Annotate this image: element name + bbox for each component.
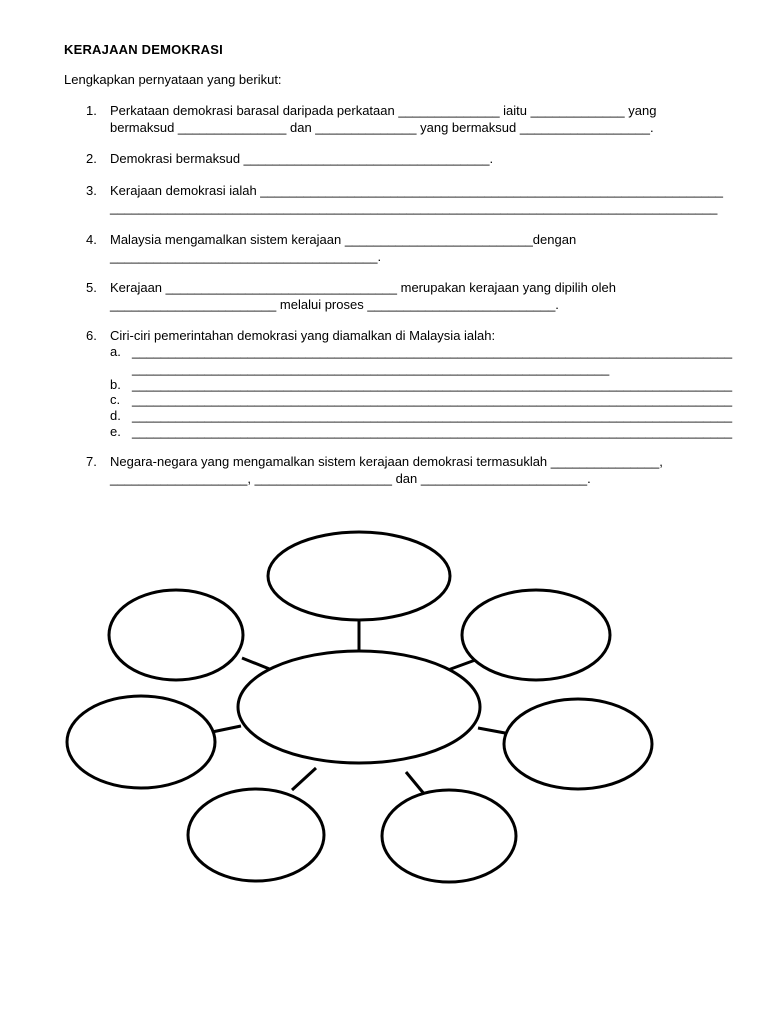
answer-line[interactable]: ___________________________________________________________________________________ bbox=[132, 424, 733, 439]
item-label: a. bbox=[110, 344, 121, 359]
connector-left bbox=[212, 726, 241, 732]
item-label: e. bbox=[110, 424, 121, 439]
bubble-right[interactable] bbox=[504, 699, 652, 789]
bubble-lower-right[interactable] bbox=[382, 790, 516, 882]
answer-item-e[interactable] bbox=[110, 424, 732, 439]
connector-upper-left bbox=[242, 658, 272, 670]
bubble-top[interactable] bbox=[268, 532, 450, 620]
question-number: 1. bbox=[86, 103, 97, 118]
bubble-lower-left[interactable] bbox=[188, 789, 324, 881]
question-text-line[interactable]: Demokrasi bermaksud __________________________________. bbox=[110, 151, 494, 166]
connector-lower-left bbox=[292, 768, 316, 790]
answer-item-b[interactable] bbox=[110, 377, 732, 392]
question-text-line[interactable]: ____________________________________________________________________________________ bbox=[110, 200, 718, 215]
item-label: c. bbox=[110, 392, 121, 407]
bubble-map-diagram bbox=[0, 520, 768, 900]
bubble-upper-left[interactable] bbox=[109, 590, 243, 680]
question-number: 6. bbox=[86, 328, 97, 343]
question-number: 5. bbox=[86, 280, 97, 295]
question-text-line[interactable]: Negara-negara yang mengamalkan sistem kerajaan demokrasi termasuklah _______________, bbox=[110, 454, 663, 469]
answer-item-a[interactable] bbox=[110, 344, 732, 359]
question-number: 2. bbox=[86, 151, 97, 166]
question-text-line[interactable]: Malaysia mengamalkan sistem kerajaan __________________________dengan bbox=[110, 232, 577, 247]
question-text-line[interactable]: ___________________, ___________________ dan _______________________. bbox=[110, 471, 591, 486]
question-text-line[interactable]: Kerajaan demokrasi ialah ________________________________________________________________ bbox=[110, 183, 724, 198]
question-number: 7. bbox=[86, 454, 97, 469]
question-number: 4. bbox=[86, 232, 97, 247]
page-title: KERAJAAN DEMOKRASI bbox=[64, 42, 223, 57]
item-label: b. bbox=[110, 377, 121, 392]
answer-line[interactable]: ___________________________________________________________________________________ bbox=[132, 377, 733, 392]
question-text-line[interactable]: Kerajaan ________________________________ merupakan kerajaan yang dipilih oleh bbox=[110, 280, 616, 295]
answer-line[interactable]: ___________________________________________________________________________________ bbox=[132, 408, 733, 423]
question-number: 3. bbox=[86, 183, 97, 198]
question-text-line: Ciri-ciri pemerintahan demokrasi yang diamalkan di Malaysia ialah: bbox=[110, 328, 496, 343]
question-text-line[interactable]: Perkataan demokrasi barasal daripada perkataan ______________ iaitu _____________ yang bbox=[110, 103, 657, 118]
connector-right bbox=[478, 728, 505, 733]
answer-line[interactable]: ___________________________________________________________________________________ bbox=[132, 344, 733, 359]
bubble-left[interactable] bbox=[67, 696, 215, 788]
answer-line[interactable]: __________________________________________________________________ bbox=[132, 361, 610, 376]
connector-lower-right bbox=[406, 772, 425, 795]
bubble-upper-right[interactable] bbox=[462, 590, 610, 680]
item-label: d. bbox=[110, 408, 121, 423]
center-bubble[interactable] bbox=[238, 651, 480, 763]
question-text-line[interactable]: bermaksud _______________ dan ______________ yang bermaksud __________________. bbox=[110, 120, 654, 135]
answer-item-c[interactable] bbox=[110, 392, 732, 407]
instructions: Lengkapkan pernyataan yang berikut: bbox=[64, 72, 282, 87]
answer-item-d[interactable] bbox=[110, 408, 732, 423]
question-text-line[interactable]: _______________________ melalui proses __________________________. bbox=[110, 297, 559, 312]
question-text-line[interactable]: _____________________________________. bbox=[110, 249, 382, 264]
answer-item-a-continued[interactable] bbox=[132, 361, 609, 376]
answer-line[interactable]: ___________________________________________________________________________________ bbox=[132, 392, 733, 407]
